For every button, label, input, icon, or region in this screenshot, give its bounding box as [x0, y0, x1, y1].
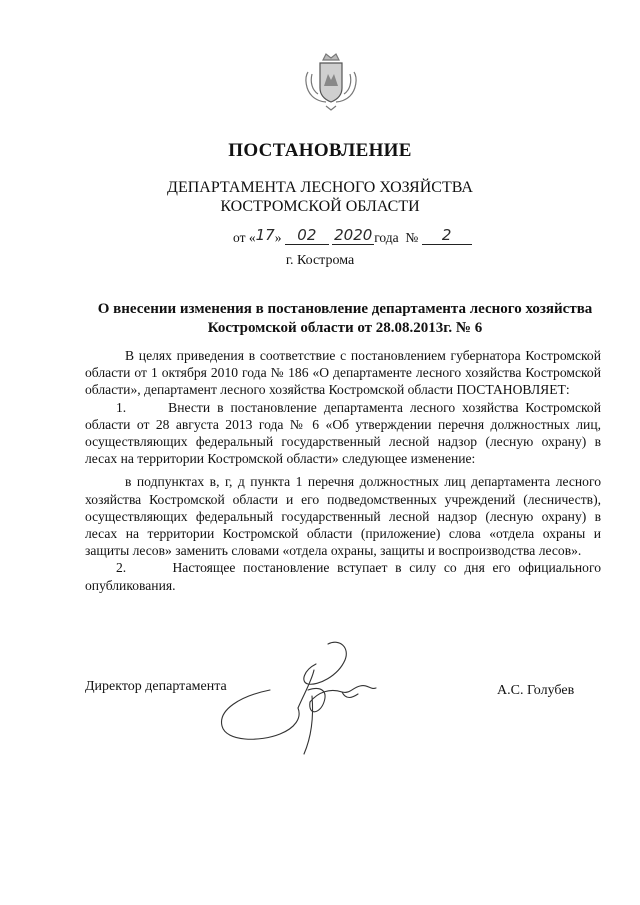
city: г. Кострома	[285, 253, 355, 268]
department-name: ДЕПАРТАМЕНТА ЛЕСНОГО ХОЗЯЙСТВА КОСТРОМСКОЙ ОБЛАСТИ	[167, 179, 473, 215]
document-title: ПОСТАНОВЛЕНИЕ	[228, 140, 412, 161]
item-1-detail: в подпунктах в, г, д пункта 1 перечня должностных лиц департамента лесного хозяйства Костромской области и его подведомственных учреждений (лесничеств), осуществляющих федеральный государственный лесной надзор (лесную охрану) в лесах на территории Костромской области (приложение) слова «отдела охраны и защиты лесов» заменить словами «отдела охраны, защиты и воспроизводства лесов».	[85, 474, 601, 559]
date-line: от «17» 02 2020 года № 2	[233, 228, 472, 247]
number-prefix: №	[405, 230, 419, 245]
handwritten-signature	[200, 630, 400, 760]
coat-of-arms-emblem	[300, 50, 362, 112]
item-1: 1. Внести в постановление департамента лесного хозяйства Костромской области от 28 августа 2013 года № 6 «Об утверждении перечня должностных лиц, осуществляющих федеральный государственный лесной надзор (лесную охрану) в лесах на территории Костромской области» следующее изменение:	[85, 399, 601, 467]
signatory-name: А.С. Голубев	[497, 683, 575, 698]
date-month: 02	[285, 226, 329, 245]
document-body	[85, 347, 601, 594]
date-year: 2020	[334, 226, 373, 244]
document-number: 2	[422, 226, 472, 245]
year-word: года	[374, 230, 399, 245]
document-subject: О внесении изменения в постановление департамента лесного хозяйства Костромской области от 28.08.2013г. № 6	[97, 301, 593, 336]
signatory-position: Директор департамента	[85, 679, 227, 694]
date-prefix: от «	[233, 230, 256, 245]
date-day: 17	[255, 226, 275, 244]
intro-paragraph: В целях приведения в соответствие с постановлением губернатора Костромской области от 1 октября 2010 года № 186 «О департаменте лесного хозяйства Костромской области», департамент лесного хозяйства Костромской области ПОСТАНОВЛЯЕТ:	[85, 348, 601, 398]
item-2: 2. Настоящее постановление вступает в силу со дня его официального опубликования.	[85, 560, 601, 593]
